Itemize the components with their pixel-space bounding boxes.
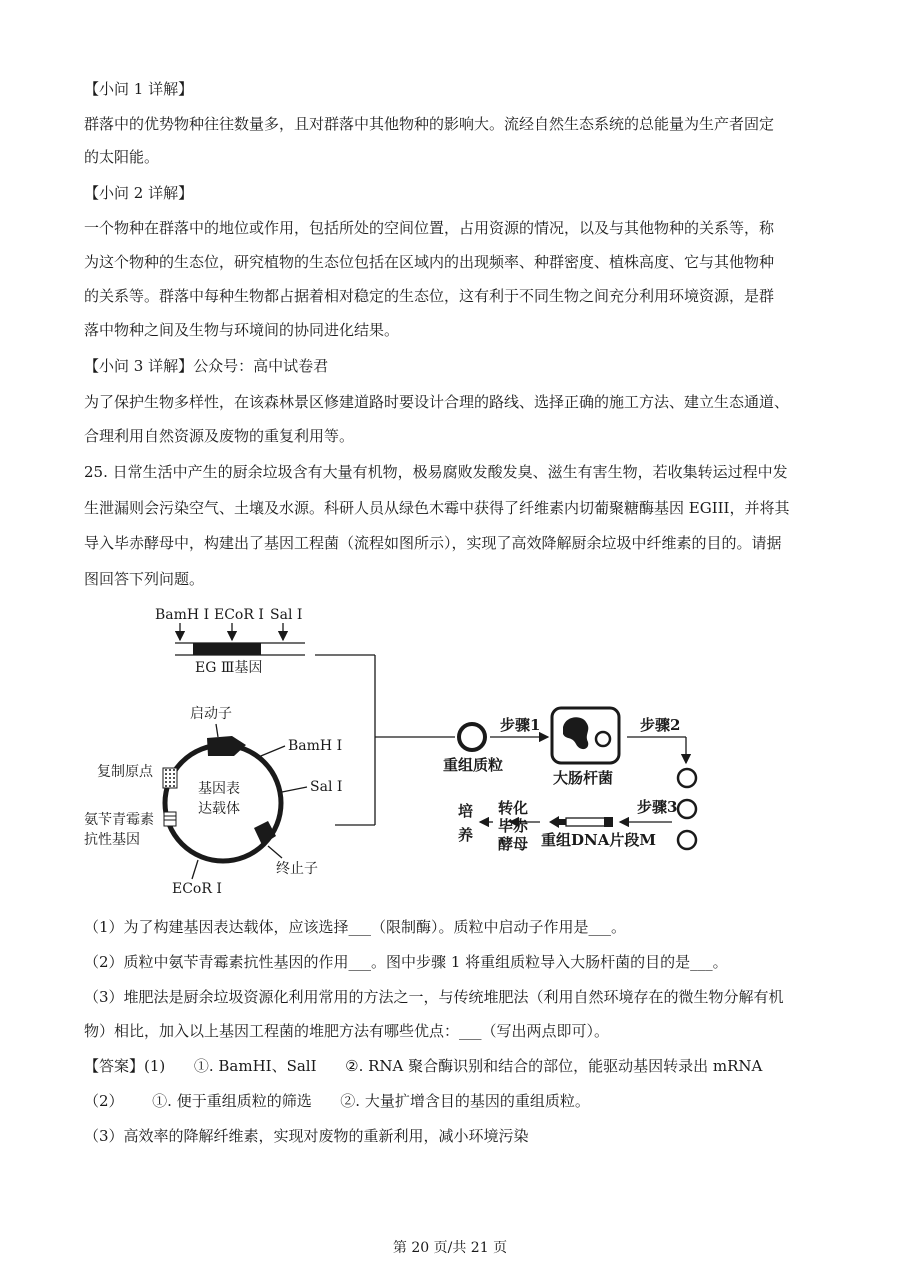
recombinant-plasmid-icon <box>459 724 485 750</box>
culture-label-1: 培 <box>458 802 474 820</box>
culture-label-2: 养 <box>458 826 474 844</box>
dna-fragment-m <box>566 818 606 826</box>
answer-line: （3）高效率的降解纤维素，实现对废物的重新利用，减小环境污染 <box>84 1127 529 1145</box>
transform-label-2: 毕赤 <box>498 817 529 835</box>
section-header-q3: 【小问 3 详解】公众号：高中试卷君 <box>84 357 329 375</box>
answer-line: （2） ①. 便于重组质粒的筛选 ②. 大量扩增含目的基因的重组质粒。 <box>84 1092 590 1110</box>
terminator-label: 终止子 <box>276 861 318 877</box>
paragraph-line: 落中物种之间及生物与环境间的协同进化结果。 <box>84 321 400 339</box>
sal-site-label: Sal Ⅰ <box>310 779 343 795</box>
subquestion-line: （3）堆肥法是厨余垃圾资源化利用常用的方法之一，与传统堆肥法（利用自然环境存在的微生物分解有机 <box>84 988 784 1006</box>
paragraph-line: 为了保护生物多样性，在该森林景区修建道路时要设计合理的路线、选择正确的施工方法、建立生态通道、 <box>84 393 790 411</box>
answer-line: 【答案】(1) ①. BamHI、SalI ②. RNA 聚合酶识别和结合的部位，能驱动基因转录出 mRNA <box>84 1057 763 1075</box>
paragraph-line: 的关系等。群落中每种生物都占据着相对稳定的生态位，这有利于不同生物之间充分利用环境资源，是群 <box>84 287 775 305</box>
section-header-q2: 【小问 2 详解】 <box>84 184 194 202</box>
transform-label-3: 酵母 <box>498 835 529 853</box>
vector-label-line2: 达载体 <box>198 801 240 817</box>
paragraph-line: 一个物种在群落中的地位或作用，包括所处的空间位置，占用资源的情况，以及与其他物种的关系等，称 <box>84 219 775 237</box>
gene-site-sal: Sal Ⅰ <box>270 607 303 623</box>
amplified-plasmid-icon <box>678 800 696 818</box>
page-footer: 第 20 页/共 21 页 <box>392 1240 508 1256</box>
paragraph-line: 的太阳能。 <box>84 148 160 166</box>
ecoli-label: 大肠杆菌 <box>553 769 614 787</box>
question-25-line: 25. 日常生活中产生的厨余垃圾含有大量有机物，极易腐败发酸发臭、滋生有害生物，若收集转运过程中发 <box>84 463 788 481</box>
amp-label-line1: 氨苄青霉素 <box>84 812 154 828</box>
promoter-label: 启动子 <box>190 706 232 722</box>
vector-label-line1: 基因表 <box>198 781 240 797</box>
section-header-q1: 【小问 1 详解】 <box>84 80 194 98</box>
question-25-line: 导入毕赤酵母中，构建出了基因工程菌（流程如图所示），实现了高效降解厨余垃圾中纤维素的目的。请据 <box>84 534 782 552</box>
subquestion-line: （1）为了构建基因表达载体，应该选择___（限制酶）。质粒中启动子作用是___。 <box>84 918 627 936</box>
bamh-site-label: BamH Ⅰ <box>288 738 343 754</box>
paragraph-line: 为这个物种的生态位，研究植物的生态位包括在区域内的出现频率、种群密度、植株高度、它与其他物种 <box>84 253 775 271</box>
ecor-site-label: ECoR Ⅰ <box>172 881 222 897</box>
egiii-gene-block <box>193 643 261 655</box>
amp-resistance-block <box>164 812 176 826</box>
amplified-plasmid-icon <box>678 769 696 787</box>
origin-block <box>163 768 177 788</box>
amplified-plasmid-icon <box>678 831 696 849</box>
egiii-gene-label: EG Ⅲ基因 <box>195 660 263 676</box>
terminator-block <box>254 821 276 845</box>
origin-label: 复制原点 <box>97 764 153 780</box>
question-25-line: 图回答下列问题。 <box>84 570 205 588</box>
fragment-m-label: 重组DNA片段M <box>541 831 656 849</box>
subquestion-line: （2）质粒中氨苄青霉素抗性基因的作用___。图中步骤 1 将重组质粒导入大肠杆菌的目的是___。 <box>84 953 728 971</box>
subquestion-line: 物）相比，加入以上基因工程菌的堆肥方法有哪些优点：___（写出两点即可）。 <box>84 1022 610 1040</box>
paragraph-line: 合理利用自然资源及废物的重复利用等。 <box>84 427 355 445</box>
transform-label-1: 转化 <box>498 799 529 817</box>
recombinant-plasmid-label: 重组质粒 <box>443 756 504 774</box>
promoter-block <box>207 736 246 756</box>
step2-label: 步骤2 <box>640 716 681 734</box>
gene-site-bamh: BamH Ⅰ <box>155 607 210 623</box>
amp-label-line2: 抗性基因 <box>84 832 140 848</box>
gene-site-ecor: ECoR Ⅰ <box>214 607 264 623</box>
paragraph-line: 群落中的优势物种往往数量多，且对群落中其他物种的影响大。流经自然生态系统的总能量为生产者固定 <box>84 115 775 133</box>
step3-label: 步骤3 <box>637 798 678 816</box>
question-25-line: 生泄漏则会污染空气、土壤及水源。科研人员从绿色木霉中获得了纤维素内切葡聚糖酶基因 EGIII，并将其 <box>84 499 790 517</box>
step1-label: 步骤1 <box>500 716 541 734</box>
